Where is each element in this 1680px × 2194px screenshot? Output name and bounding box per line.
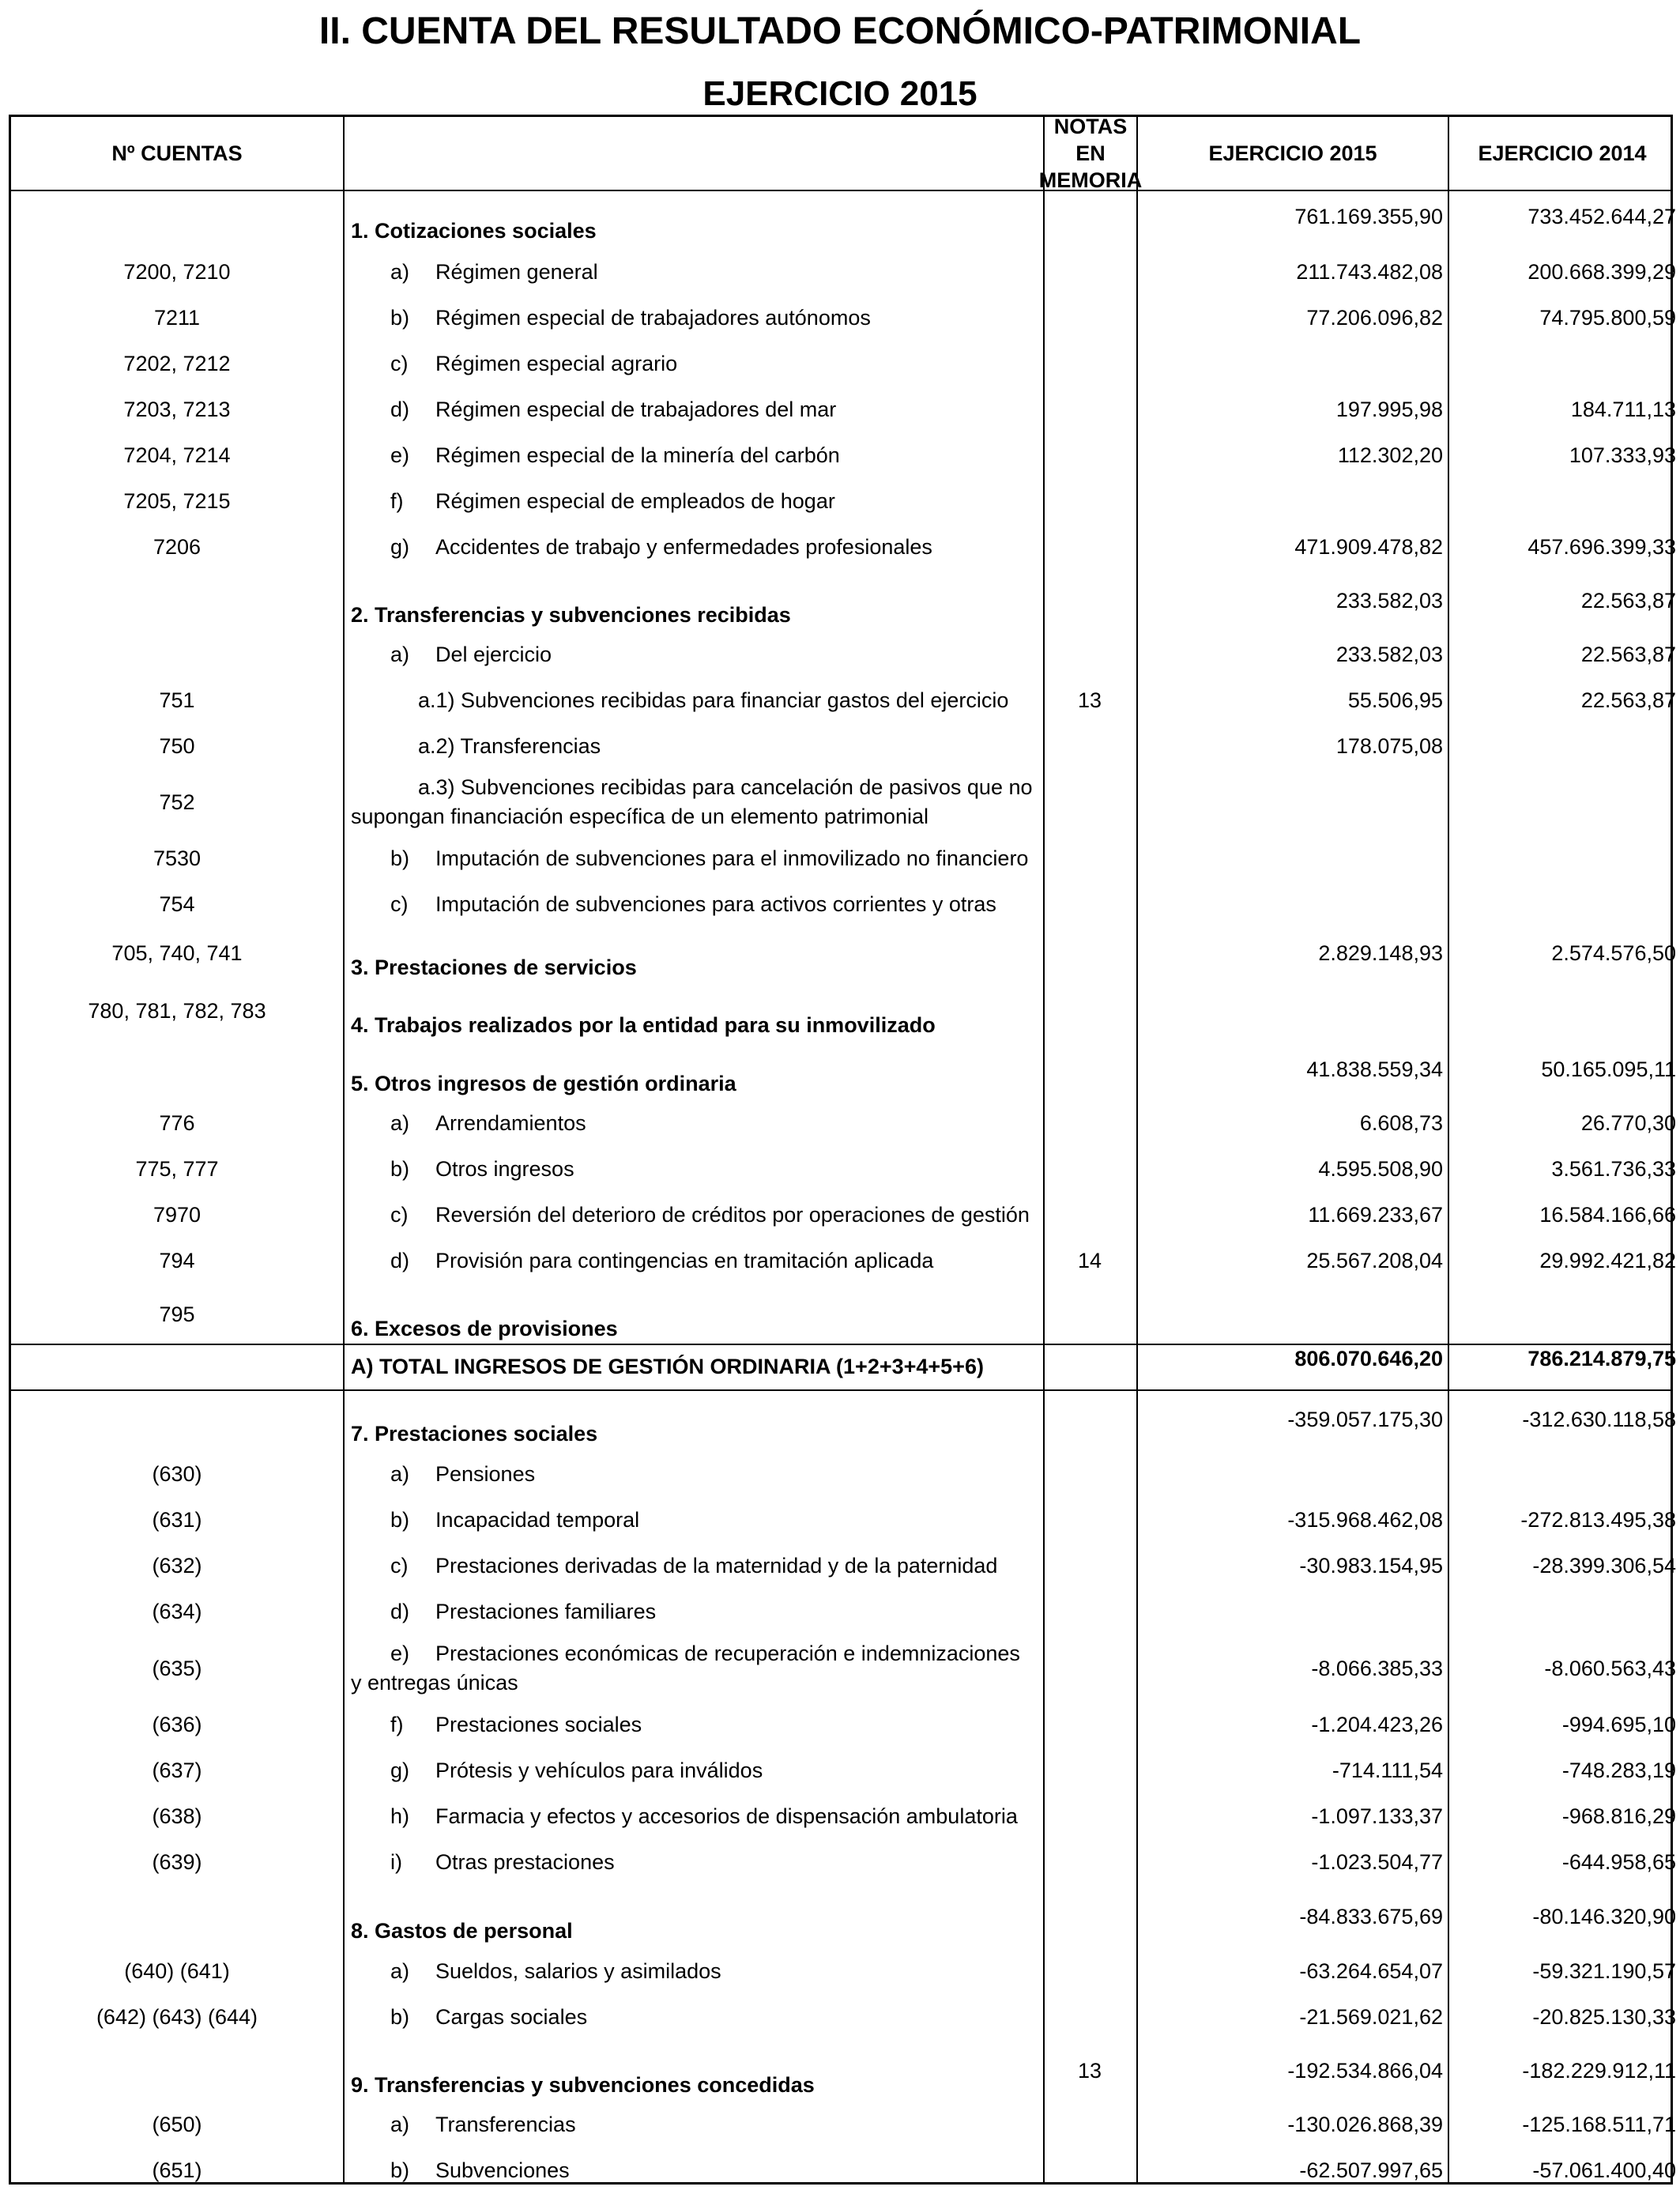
item-label: Reversión del deterioro de créditos por operaciones de gestión — [435, 1203, 1030, 1227]
item-letter: i) — [390, 1850, 402, 1874]
item-letter: f) — [390, 1713, 404, 1736]
value-2014: 74.795.800,59 — [1539, 306, 1676, 330]
item-letter: b) — [390, 1157, 410, 1181]
account-number: 780, 781, 782, 783 — [88, 999, 266, 1023]
item-label: Accidentes de trabajo y enfermedades profesionales — [435, 535, 932, 559]
header-divider — [11, 190, 1671, 191]
note-reference: 13 — [1077, 2059, 1102, 2083]
item-label: Pensiones — [435, 1462, 536, 1486]
item-letter: c) — [390, 352, 409, 375]
page-title: II. CUENTA DEL RESULTADO ECONÓMICO-PATRIMONIAL — [318, 10, 1362, 52]
line-item-label: a.3) Subvenciones recibidas para cancelación de pasivos que no supongan financiación específica de un elemento patrimonial — [351, 775, 1033, 828]
value-2014: -968.816,29 — [1561, 1804, 1676, 1828]
item-label: Incapacidad temporal — [435, 1508, 640, 1532]
item-label: Farmacia y efectos y accesorios de dispensación ambulatoria — [435, 1804, 1018, 1828]
item-letter: d) — [390, 1600, 410, 1623]
value-2015: 4.595.508,90 — [1318, 1157, 1443, 1181]
account-number: (632) — [152, 1554, 202, 1578]
value-2015: 806.070.646,20 — [1294, 1347, 1443, 1370]
item-letter: b) — [390, 1508, 410, 1532]
account-number: 7211 — [153, 306, 201, 330]
account-number: 7202, 7212 — [123, 352, 231, 375]
value-2014: 733.452.644,27 — [1527, 205, 1676, 228]
line-item-label: a.2) Transferencias — [418, 734, 601, 758]
item-letter: h) — [390, 1804, 410, 1828]
account-number: 7530 — [153, 846, 202, 870]
account-number: (637) — [152, 1759, 202, 1782]
value-2015: 112.302,20 — [1337, 443, 1443, 467]
account-number: 705, 740, 741 — [111, 941, 243, 965]
account-number: 7970 — [153, 1203, 202, 1227]
value-2014: -59.321.190,57 — [1532, 1959, 1676, 1983]
value-2014: -272.813.495,38 — [1520, 1508, 1676, 1532]
account-number: 7200, 7210 — [123, 260, 231, 284]
header-description — [345, 117, 1043, 190]
account-number: (636) — [152, 1713, 202, 1736]
value-2014: 200.668.399,29 — [1527, 260, 1676, 284]
item-label: Prótesis y vehículos para inválidos — [435, 1759, 763, 1782]
account-number: (634) — [152, 1600, 202, 1623]
header-accounts: Nº CUENTAS — [111, 141, 243, 165]
item-letter: c) — [390, 892, 409, 916]
value-2014: 22.563,87 — [1580, 643, 1676, 666]
section-heading: 5. Otros ingresos de gestión ordinaria — [351, 1072, 736, 1095]
account-number: 751 — [159, 688, 195, 712]
item-letter: d) — [390, 1249, 410, 1272]
item-label: Régimen especial de trabajadores autónomos — [435, 306, 871, 330]
item-label: Imputación de subvenciones para activos corrientes y otras — [435, 892, 996, 916]
value-2015: -192.534.866,04 — [1287, 2059, 1443, 2083]
item-label: Régimen especial de trabajadores del mar — [435, 398, 837, 421]
value-2014: 786.214.879,75 — [1527, 1347, 1676, 1370]
value-2014: -57.061.400,40 — [1532, 2158, 1676, 2182]
column-divider — [1136, 117, 1138, 2182]
value-2015: -130.026.868,39 — [1287, 2113, 1443, 2136]
value-2015: -714.111,54 — [1332, 1759, 1443, 1782]
value-2015: -359.057.175,30 — [1287, 1408, 1443, 1431]
item-label: Prestaciones económicas de recuperación e indemnizaciones — [435, 1642, 1020, 1665]
item-label: Subvenciones — [435, 2158, 570, 2182]
account-number: (639) — [152, 1850, 202, 1874]
item-letter: c) — [390, 1203, 409, 1227]
column-divider — [343, 117, 345, 2182]
account-number: 7204, 7214 — [123, 443, 231, 467]
column-divider — [1448, 117, 1449, 2182]
item-letter: b) — [390, 846, 410, 870]
value-2014: -80.146.320,90 — [1532, 1905, 1676, 1928]
account-number: 7206 — [153, 535, 202, 559]
value-2014: 457.696.399,33 — [1527, 535, 1676, 559]
item-label: Régimen especial de empleados de hogar — [435, 489, 835, 513]
item-label: Prestaciones sociales — [435, 1713, 642, 1736]
value-2014: -20.825.130,33 — [1532, 2005, 1676, 2029]
account-number: 750 — [159, 734, 195, 758]
value-2015: -21.569.021,62 — [1299, 2005, 1443, 2029]
item-letter: b) — [390, 2158, 410, 2182]
value-2014: -28.399.306,54 — [1532, 1554, 1676, 1578]
page-subtitle: EJERCICIO 2015 — [703, 74, 977, 113]
item-letter: g) — [390, 535, 410, 559]
header-year-2014: EJERCICIO 2014 — [1478, 141, 1647, 165]
section-heading: 2. Transferencias y subvenciones recibidas — [351, 603, 791, 627]
item-label: Sueldos, salarios y asimilados — [435, 1959, 721, 1983]
account-number: 776 — [159, 1111, 195, 1135]
section-heading: 4. Trabajos realizados por la entidad para su inmovilizado — [351, 1013, 936, 1037]
header-notes: NOTAS EN MEMORIA — [1038, 115, 1143, 192]
line-item-label: a.1) Subvenciones recibidas para financiar gastos del ejercicio — [418, 688, 1009, 712]
account-number: (640) (641) — [124, 1959, 230, 1983]
value-2015: 178.075,08 — [1335, 734, 1443, 758]
item-letter: a) — [390, 1111, 410, 1135]
value-2014: 107.333,93 — [1569, 443, 1676, 467]
total-label: A) TOTAL INGRESOS DE GESTIÓN ORDINARIA (1+2+3+4+5+6) — [351, 1355, 984, 1378]
section-heading: 6. Excesos de provisiones — [351, 1317, 618, 1340]
value-2014: 29.992.421,82 — [1539, 1249, 1676, 1272]
value-2015: 55.506,95 — [1347, 688, 1443, 712]
item-label: Provisión para contingencias en tramitación aplicada — [435, 1249, 934, 1272]
section-heading: 8. Gastos de personal — [351, 1919, 573, 1943]
item-label: Cargas sociales — [435, 2005, 588, 2029]
value-2015: -1.097.133,37 — [1311, 1804, 1443, 1828]
item-label: Imputación de subvenciones para el inmovilizado no financiero — [435, 846, 1029, 870]
note-reference: 14 — [1077, 1249, 1102, 1272]
account-number: 794 — [159, 1249, 195, 1272]
section-heading: 1. Cotizaciones sociales — [351, 219, 597, 243]
value-2014: -644.958,65 — [1561, 1850, 1676, 1874]
value-2015: 41.838.559,34 — [1306, 1057, 1443, 1081]
account-number: 795 — [159, 1302, 195, 1326]
value-2014: 50.165.095,11 — [1541, 1057, 1676, 1081]
item-label: Régimen especial de la minería del carbón — [435, 443, 840, 467]
item-letter: b) — [390, 2005, 410, 2029]
account-number: (635) — [152, 1657, 202, 1680]
value-2015: -1.023.504,77 — [1311, 1850, 1443, 1874]
value-2014: 184.711,13 — [1570, 398, 1676, 421]
value-2015: 197.995,98 — [1335, 398, 1443, 421]
value-2015: 2.829.148,93 — [1318, 941, 1443, 965]
item-label: Arrendamientos — [435, 1111, 586, 1135]
account-number: (630) — [152, 1462, 202, 1486]
item-letter: f) — [390, 489, 404, 513]
value-2014: 22.563,87 — [1580, 688, 1676, 712]
value-2015: -315.968.462,08 — [1287, 1508, 1443, 1532]
item-label: Régimen general — [435, 260, 598, 284]
value-2015: 11.669.233,67 — [1308, 1203, 1443, 1227]
item-label-continued: y entregas únicas — [351, 1671, 518, 1695]
item-letter: c) — [390, 1554, 409, 1578]
value-2015: -62.507.997,65 — [1299, 2158, 1443, 2182]
item-letter: a) — [390, 1959, 410, 1983]
value-2015: 211.743.482,08 — [1296, 260, 1443, 284]
value-2015: 6.608,73 — [1359, 1111, 1443, 1135]
value-2015: -1.204.423,26 — [1311, 1713, 1443, 1736]
item-label: Otras prestaciones — [435, 1850, 615, 1874]
value-2014: 26.770,30 — [1580, 1111, 1676, 1135]
value-2014: -8.060.563,43 — [1544, 1657, 1676, 1680]
value-2014: -312.630.118,58 — [1522, 1408, 1676, 1431]
value-2014: -748.283,19 — [1561, 1759, 1676, 1782]
value-2014: 3.561.736,33 — [1551, 1157, 1676, 1181]
income-statement-table — [9, 115, 1676, 2185]
value-2014: 2.574.576,50 — [1551, 941, 1676, 965]
column-divider — [1043, 117, 1045, 2182]
item-letter: g) — [390, 1759, 410, 1782]
value-2015: 761.169.355,90 — [1294, 205, 1443, 228]
item-label: Otros ingresos — [435, 1157, 574, 1181]
item-letter: e) — [390, 443, 410, 467]
section-heading: 3. Prestaciones de servicios — [351, 956, 637, 979]
value-2015: -8.066.385,33 — [1311, 1657, 1443, 1680]
value-2014: 22.563,87 — [1580, 589, 1676, 613]
value-2015: 233.582,03 — [1335, 643, 1443, 666]
item-letter: b) — [390, 306, 410, 330]
item-label: Régimen especial agrario — [435, 352, 678, 375]
item-letter: a) — [390, 2113, 410, 2136]
value-2014: -125.168.511,71 — [1522, 2113, 1676, 2136]
item-letter: e) — [390, 1642, 410, 1665]
value-2015: 77.206.096,82 — [1306, 306, 1443, 330]
item-letter: d) — [390, 398, 410, 421]
total-divider-bottom — [11, 1389, 1671, 1391]
item-letter: a) — [390, 643, 410, 666]
section-heading: 7. Prestaciones sociales — [351, 1422, 598, 1446]
account-number: (651) — [152, 2158, 202, 2182]
account-number: (642) (643) (644) — [96, 2005, 258, 2029]
value-2014: 16.584.166,66 — [1539, 1203, 1676, 1227]
item-label: Transferencias — [435, 2113, 576, 2136]
item-label: Prestaciones derivadas de la maternidad y de la paternidad — [435, 1554, 998, 1578]
value-2015: 471.909.478,82 — [1294, 535, 1443, 559]
value-2014: -182.229.912,11 — [1522, 2059, 1676, 2083]
item-letter: a) — [390, 1462, 410, 1486]
value-2015: -63.264.654,07 — [1299, 1959, 1443, 1983]
account-number: (650) — [152, 2113, 202, 2136]
account-number: 775, 777 — [135, 1157, 219, 1181]
value-2015: 25.567.208,04 — [1306, 1249, 1443, 1272]
account-number: (631) — [152, 1508, 202, 1532]
account-number: 7205, 7215 — [123, 489, 231, 513]
section-heading: 9. Transferencias y subvenciones concedidas — [351, 2073, 815, 2097]
value-2015: 233.582,03 — [1335, 589, 1443, 613]
account-number: 754 — [159, 892, 195, 916]
account-number: (638) — [152, 1804, 202, 1828]
account-number: 7203, 7213 — [123, 398, 231, 421]
account-number: 752 — [159, 790, 195, 814]
item-letter: a) — [390, 260, 410, 284]
item-label: Prestaciones familiares — [435, 1600, 657, 1623]
value-2015: -30.983.154,95 — [1299, 1554, 1443, 1578]
value-2014: -994.695,10 — [1561, 1713, 1676, 1736]
note-reference: 13 — [1077, 688, 1102, 712]
value-2015: -84.833.675,69 — [1299, 1905, 1443, 1928]
header-year-2015: EJERCICIO 2015 — [1208, 141, 1377, 165]
item-label: Del ejercicio — [435, 643, 552, 666]
